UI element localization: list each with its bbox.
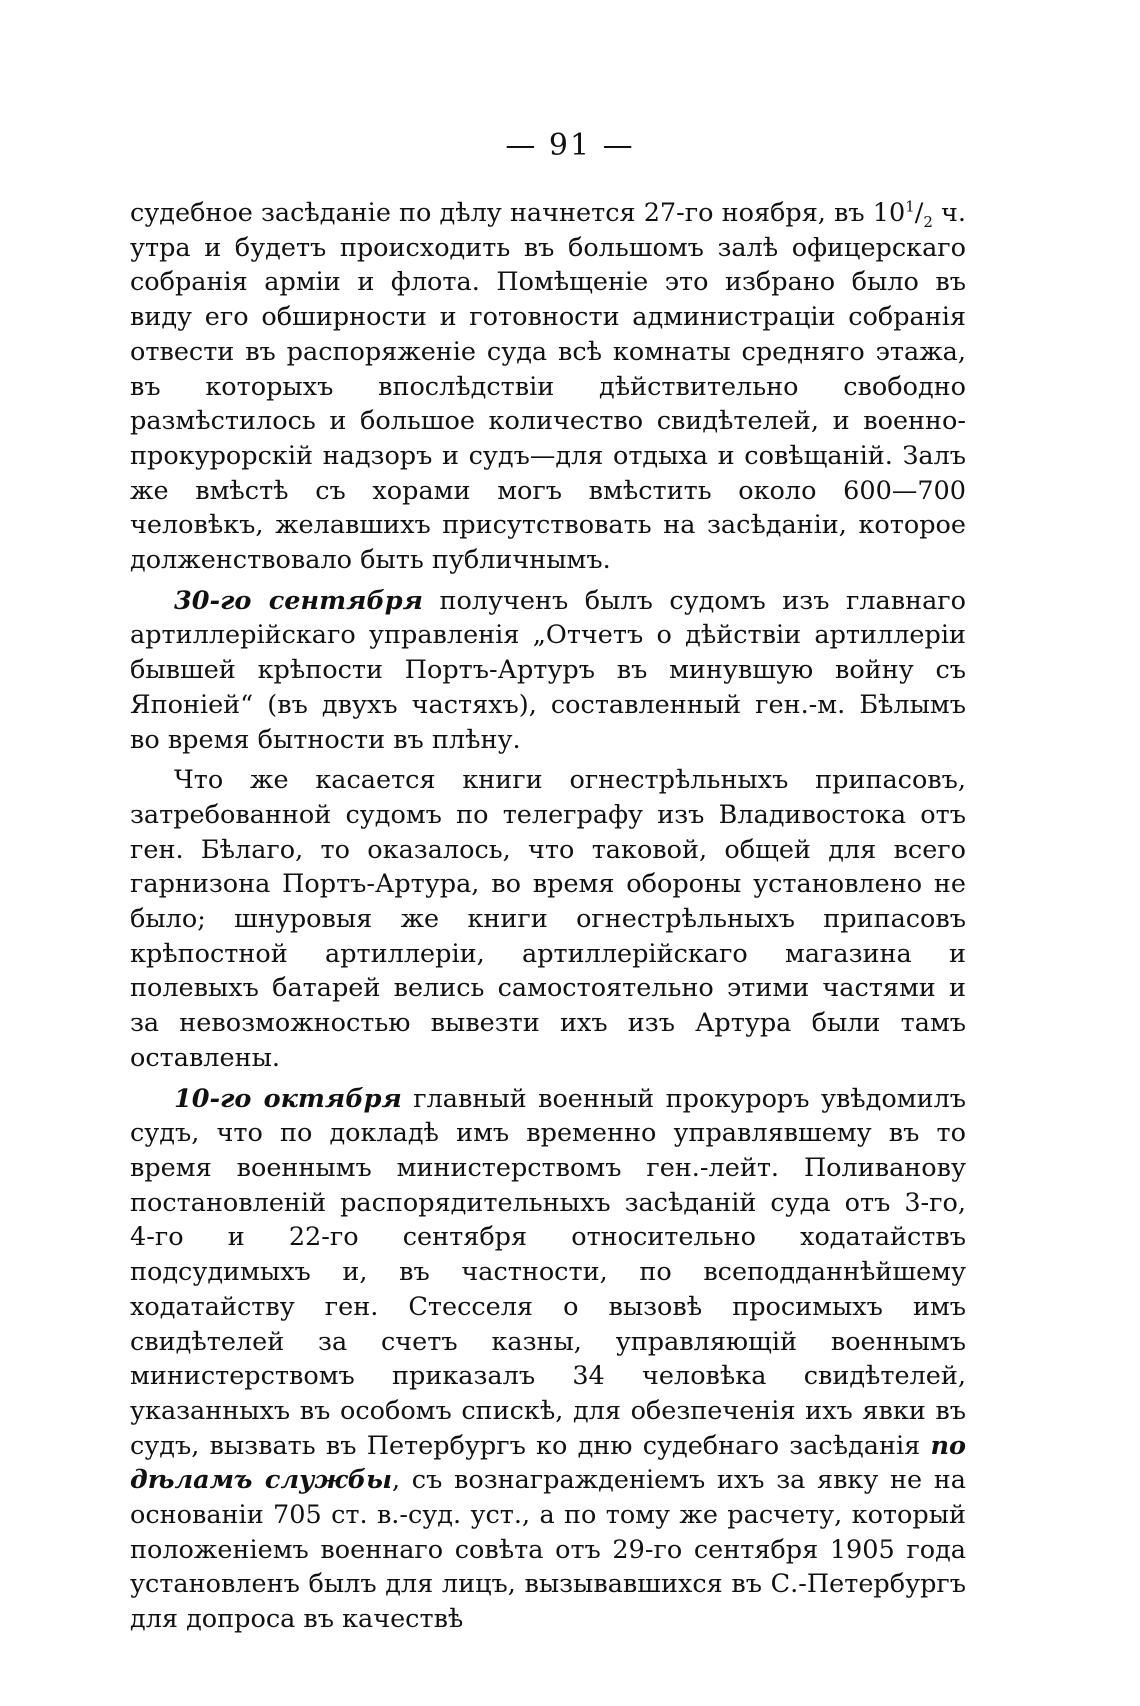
paragraph-2-date: 30-го сентября xyxy=(174,585,423,616)
fraction-slash: / xyxy=(914,198,924,228)
paragraph-4 xyxy=(130,1082,966,1637)
paragraph-2-text: полученъ былъ судомъ изъ главнаго артиллерійскаго управленія „Отчетъ о дѣйствіи артиллеріи бывшей крѣпости Портъ-Артуръ въ минувшую войну съ Японіей“ (въ двухъ частяхъ), составленный ген.-м. Бѣлымъ во время бытности въ плѣну. xyxy=(130,585,966,755)
paragraph-4-date: 10-го октября xyxy=(174,1083,402,1114)
paragraph-2 xyxy=(130,584,966,758)
fraction-denominator: 2 xyxy=(923,213,933,232)
paragraph-4-text-before: главный военный прокуроръ увѣдомилъ судъ, что по докладѣ имъ временно управлявшему въ то время военнымъ министерствомъ ген.-лейт. Поливанову постановленій распорядительныхъ засѣданій суда отъ 3-го, 4-го и 22-го сентября относительно ходатайствъ подсудимыхъ и, въ частности, по всеподданнѣйшему ходатайству ген. Стесселя о вызовѣ просимыхъ имъ свидѣтелей за счетъ казны, управляющій военнымъ министерствомъ приказалъ 34 человѣка свидѣтелей, указанныхъ въ особомъ спискѣ, для обезпеченія ихъ явки въ судъ, вызвать въ Петербургъ ко дню судебнаго засѣданія xyxy=(130,1083,966,1461)
paragraph-1 xyxy=(130,196,966,578)
paragraph-1-text-after: ч. утра и будетъ происходить въ большомъ залѣ офицерскаго собранія арміи и флота. Помѣщеніе это избрано было въ виду его обширности и готовности администраціи собранія отвести въ распоряженіе суда всѣ комнаты средняго этажа, въ которыхъ впослѣдствіи дѣйствительно свободно размѣстилось и большое количество свидѣтелей, и военно-прокурорскій надзоръ и судъ—для отдыха и совѣщаній. Залъ же вмѣстѣ съ хорами могъ вмѣстить около 600—700 человѣкъ, желавшихъ присутствовать на засѣданіи, которое долженствовало быть публичнымъ. xyxy=(130,198,966,576)
page-number: — 91 — xyxy=(505,128,635,163)
paragraph-4-emphasis: по дѣламъ службы xyxy=(130,1430,966,1496)
body-text xyxy=(130,196,966,1643)
paragraph-3 xyxy=(130,763,966,1075)
paragraph-3-text: Что же касается книги огнестрѣльныхъ припасовъ, затребованной судомъ по телеграфу изъ Владивостока отъ ген. Бѣлаго, то оказалось, что таковой, общей для всего гарнизона Портъ-Артура, во время обороны установлено не было; шнуровыя же книги огнестрѣльныхъ припасовъ крѣпостной артиллеріи, артиллерійскаго магазина и полевыхъ батарей велись самостоятельно этими частями и за невозможностью вывезти ихъ изъ Артура были тамъ оставлены. xyxy=(130,765,966,1073)
paragraph-1-text-before: судебное засѣданіе по дѣлу начнется 27-го ноября, въ 10 xyxy=(130,198,906,228)
fraction-numerator: 1 xyxy=(905,197,915,216)
paragraph-4-text-after: , съ вознагражденіемъ ихъ за явку не на основаніи 705 ст. в.-суд. уст., а по тому же расчету, который положеніемъ военнаго совѣта отъ 29-го сентября 1905 года установленъ былъ для лицъ, вызывавшихся въ С.-Петербургъ для допроса въ качествѣ xyxy=(130,1465,966,1635)
